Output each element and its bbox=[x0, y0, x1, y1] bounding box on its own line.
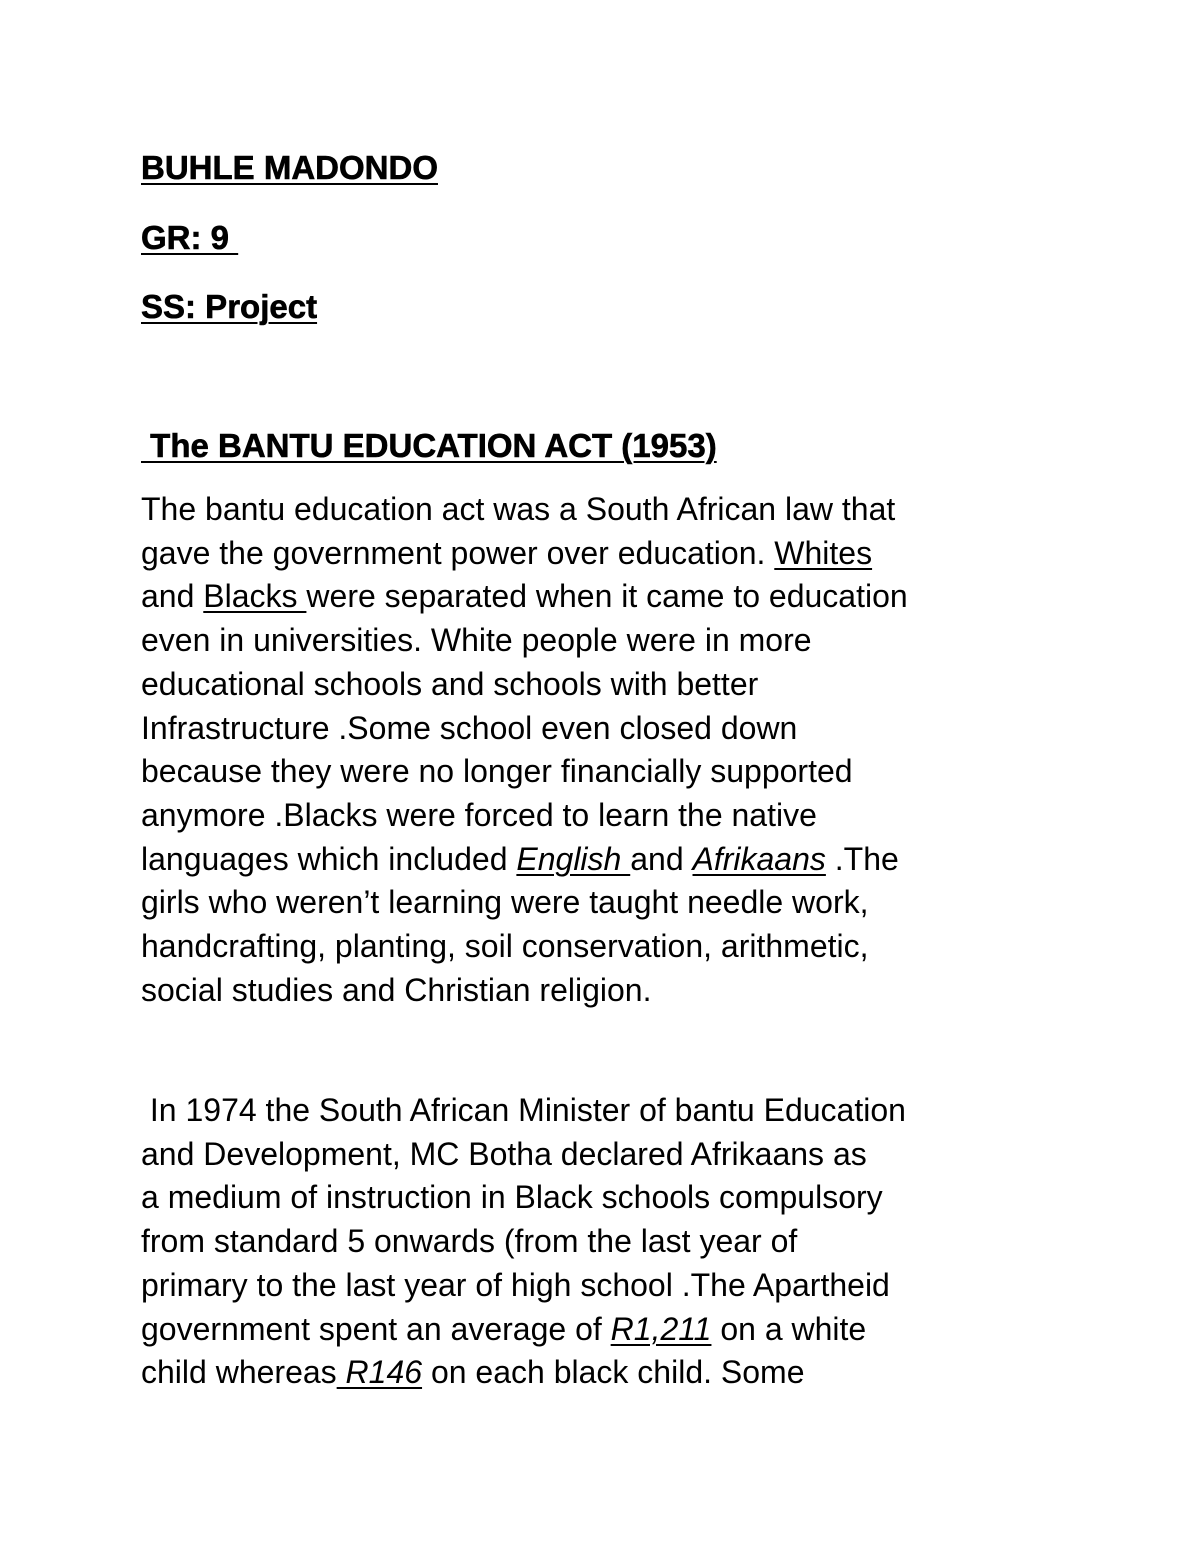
text-line: a medium of instruction in Black schools compulsory bbox=[141, 1179, 883, 1216]
text-line: because they were no longer financially supported bbox=[141, 753, 853, 790]
text-line bbox=[141, 1351, 1081, 1395]
text-line: social studies and Christian religion. bbox=[141, 971, 652, 1008]
underlined-word-blacks: Blacks bbox=[203, 578, 307, 615]
text-segment: child whereas bbox=[141, 1354, 337, 1391]
text-line: handcrafting, planting, soil conservation, arithmetic, bbox=[141, 928, 869, 965]
amount-white-child: R1,211 bbox=[610, 1310, 712, 1347]
underlined-word-english bbox=[516, 841, 630, 877]
text-line: girls who weren’t learning were taught needle work, bbox=[141, 884, 869, 921]
text-segment: .The bbox=[825, 840, 899, 877]
paragraph-afrikaans-medium bbox=[141, 1089, 1081, 1395]
text-segment: government spent an average of bbox=[141, 1310, 611, 1347]
italic-word-afrikaans: Afrikaans bbox=[692, 840, 826, 877]
text-segment: languages which included bbox=[141, 840, 517, 877]
text-line bbox=[141, 532, 1081, 576]
student-name: BUHLE MADONDO bbox=[141, 149, 438, 186]
text-line: primary to the last year of high school .The Apartheid bbox=[141, 1266, 890, 1303]
text-segment: on a white bbox=[711, 1310, 867, 1347]
text-line: from standard 5 onwards (from the last year of bbox=[141, 1223, 798, 1260]
amount-black-child: R146 bbox=[336, 1354, 423, 1391]
text-line: anymore .Blacks were forced to learn the native bbox=[141, 796, 817, 833]
subject-label: SS: Project bbox=[141, 288, 318, 325]
text-line: educational schools and schools with better bbox=[141, 665, 759, 702]
text-segment: and bbox=[141, 578, 204, 615]
text-line bbox=[141, 575, 1081, 619]
text-line bbox=[141, 1308, 1081, 1352]
text-segment: on each black child. Some bbox=[422, 1354, 805, 1391]
text-segment: were separated when it came to education bbox=[306, 578, 908, 615]
underlined-amount-black bbox=[337, 1354, 422, 1390]
document-title: The BANTU EDUCATION ACT (1953) bbox=[141, 427, 717, 464]
text-line: The bantu education act was a South African law that bbox=[141, 491, 896, 527]
underlined-amount-white bbox=[611, 1311, 712, 1347]
text-line: even in universities. White people were in more bbox=[141, 622, 812, 659]
student-grade: GR: 9 bbox=[141, 219, 239, 256]
underlined-word-afrikaans bbox=[693, 841, 826, 877]
underlined-word-whites: Whites bbox=[774, 534, 873, 571]
text-line: and Development, MC Botha declared Afrikaans as bbox=[141, 1135, 867, 1172]
text-segment: and bbox=[630, 840, 693, 877]
text-line: Infrastructure .Some school even closed down bbox=[141, 709, 798, 746]
italic-word-english: English bbox=[516, 840, 631, 877]
text-line: In 1974 the South African Minister of bantu Education bbox=[141, 1092, 906, 1128]
paragraph-bantu-act bbox=[141, 488, 1081, 1012]
text-segment: gave the government power over education. bbox=[141, 534, 775, 571]
text-line bbox=[141, 838, 1081, 882]
